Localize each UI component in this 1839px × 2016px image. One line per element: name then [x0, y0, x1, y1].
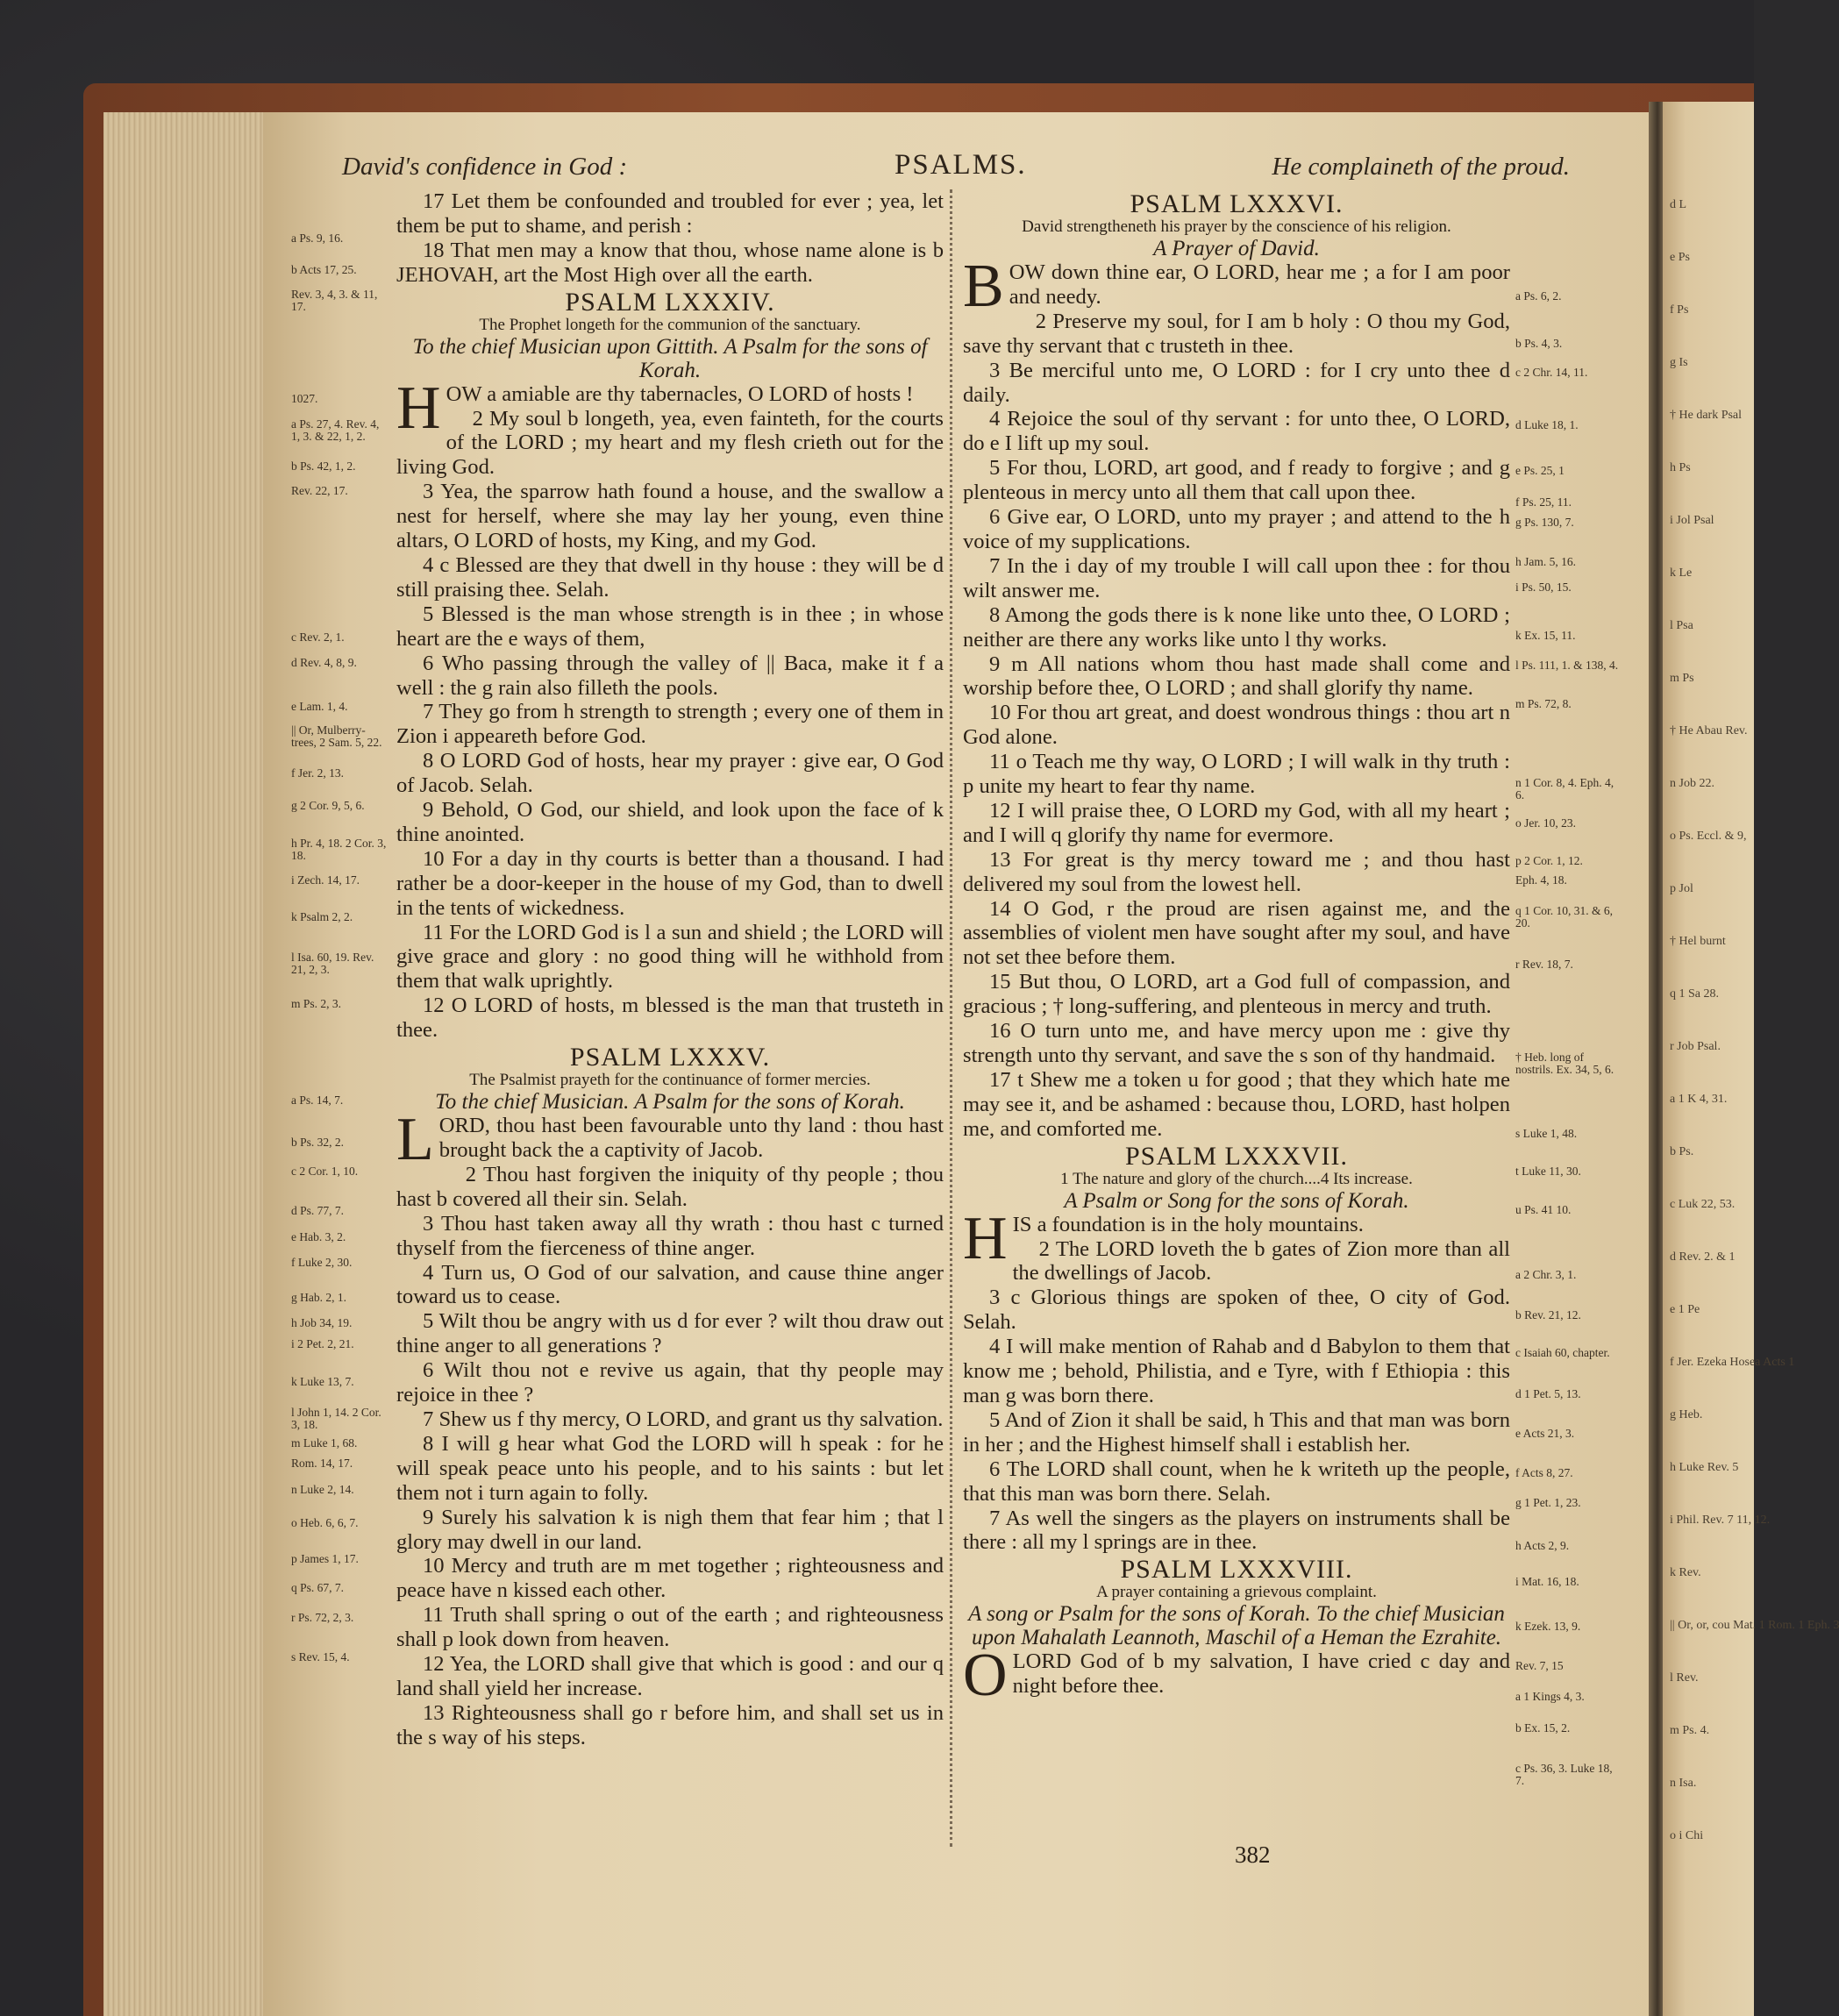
margin-reference: b Ps. 4, 3.	[1515, 337, 1563, 350]
next-page-fragment: q 1 Sa 28.	[1670, 987, 1719, 1001]
margin-reference: f Ps. 25, 11.	[1515, 495, 1572, 509]
margin-reference: c Rev. 2, 1.	[291, 630, 345, 644]
margin-reference: q 1 Cor. 10, 31. & 6, 20.	[1515, 904, 1614, 930]
next-page-fragment: f Jer. Ezeka Hosea Acts 1	[1670, 1356, 1795, 1369]
next-page-fragment: c Luk 22, 53.	[1670, 1198, 1736, 1211]
verse: 17 t Shew me a token u for good ; that they which hate me may see it, and be ashamed : because thou, LORD, hast holpen me, and comforted me.	[963, 1067, 1510, 1141]
margin-reference: b Ps. 32, 2.	[291, 1136, 345, 1149]
verse: 14 O God, r the proud are risen against me, and the assemblies of violent men have sought after my soul, and have not set thee before them.	[963, 896, 1510, 970]
verse: 6 Give ear, O LORD, unto my prayer ; and attend to the h voice of my supplications.	[963, 505, 1510, 553]
margin-reference: e Hab. 3, 2.	[291, 1230, 346, 1243]
next-page-fragment: || Or, or, cou Mat. 1 Rom. 1 Eph. 3	[1670, 1619, 1839, 1632]
verse: 17 Let them be confounded and troubled for ever ; yea, let them be put to shame, and perish :	[396, 189, 944, 238]
verse: 10 Mercy and truth are m met together ; righteousness and peace have n kissed each other.	[396, 1554, 944, 1603]
next-page-fragment: k Le	[1670, 566, 1693, 580]
psalm-superscription: A Psalm or Song for the sons of Korah.	[1064, 1188, 1409, 1213]
margin-reference: i Mat. 16, 18.	[1515, 1575, 1579, 1588]
margin-reference: g 2 Cor. 9, 5, 6.	[291, 799, 365, 812]
verse: 2 The LORD loveth the b gates of Zion more than all the dwellings of Jacob.	[1012, 1236, 1510, 1286]
psalm-summary: The Prophet longeth for the communion of the sanctuary.	[479, 315, 861, 334]
verse: 15 But thou, O LORD, art a God full of compassion, and gracious ; † long-suffering, and plenteous in mercy and truth.	[963, 970, 1510, 1019]
margin-reference: k Ezek. 13, 9.	[1515, 1620, 1581, 1633]
next-page-fragment: † Hel burnt	[1670, 935, 1726, 948]
verse: 11 For the LORD God is l a sun and shield ; the LORD will give grace and glory : no good thing will he withhold from them that walk uprightly.	[396, 920, 944, 994]
margin-reference: l Isa. 60, 19. Rev. 21, 2, 3.	[291, 951, 374, 976]
next-page-fragment: a 1 K 4, 31.	[1670, 1093, 1728, 1106]
margin-reference: f Jer. 2, 13.	[291, 766, 344, 780]
margin-reference: c 2 Cor. 1, 10.	[291, 1165, 359, 1178]
next-page-fragment: p Jol	[1670, 882, 1693, 895]
header-left: David's confidence in God :	[342, 153, 628, 181]
verse: 5 Blessed is the man whose strength is in thee ; in whose heart are the e ways of them,	[396, 602, 944, 651]
psalm-summary: 1 The nature and glory of the church....4 Its increase.	[1060, 1169, 1413, 1188]
margin-reference: Rev. 7, 15	[1515, 1659, 1564, 1672]
page-number: 382	[1235, 1841, 1271, 1868]
margin-reference: Rev. 3, 4, 3. & 11, 17.	[291, 288, 378, 313]
next-page-edge	[1663, 102, 1839, 2016]
next-page-fragment: i Phil. Rev. 7 11, 12.	[1670, 1514, 1771, 1527]
margin-reference: Eph. 4, 18.	[1515, 873, 1567, 887]
margin-reference: g Hab. 2, 1.	[291, 1291, 346, 1304]
next-page-fragment: e 1 Pe	[1670, 1303, 1700, 1316]
margin-reference: n 1 Cor. 8, 4. Eph. 4, 6.	[1515, 776, 1614, 801]
drop-cap: O	[963, 1642, 1008, 1710]
margin-reference: k Ex. 15, 11.	[1515, 629, 1576, 642]
margin-reference: c 2 Chr. 14, 11.	[1515, 366, 1588, 379]
margin-reference: o Heb. 6, 6, 7.	[291, 1516, 359, 1529]
verse-text: LORD God of b my salvation, I have cried c day and night before thee.	[1012, 1649, 1510, 1699]
next-page-fragment: h Luke Rev. 5	[1670, 1461, 1739, 1474]
margin-reference: n Luke 2, 14.	[291, 1483, 354, 1496]
psalm-superscription: To the chief Musician. A Psalm for the sons of Korah.	[435, 1090, 905, 1115]
margin-reference: m Luke 1, 68.	[291, 1436, 358, 1450]
margin-reference: 1027.	[291, 392, 318, 405]
margin-reference: k Psalm 2, 2.	[291, 910, 353, 923]
verse: 10 For a day in thy courts is better than a thousand. I had rather be a door-keeper in the house of my God, than to dwell in the tents of wickedness.	[396, 846, 944, 920]
left-text-column	[396, 189, 944, 1750]
margin-reference: a Ps. 6, 2.	[1515, 289, 1562, 303]
next-page-fragment: k Rev.	[1670, 1566, 1701, 1579]
next-page-fragment: † He dark Psal	[1670, 409, 1743, 422]
verse: 5 For thou, LORD, art good, and f ready to forgive ; and g plenteous in mercy unto all them that call upon thee.	[963, 456, 1510, 505]
psalm-superscription: A song or Psalm for the sons of Korah. To the chief Musician upon Mahalath Leannoth, Maschil of a Heman the Ezrahite.	[968, 1602, 1505, 1650]
verse: 12 I will praise thee, O LORD my God, with all my heart ; and I will q glorify thy name for evermore.	[963, 798, 1510, 847]
margin-reference: p 2 Cor. 1, 12.	[1515, 854, 1583, 867]
margin-reference: m Ps. 72, 8.	[1515, 697, 1572, 710]
margin-reference: i 2 Pet. 2, 21.	[291, 1337, 354, 1350]
margin-reference: b Rev. 21, 12.	[1515, 1308, 1581, 1321]
margin-reference: Rev. 22, 17.	[291, 484, 348, 497]
margin-reference: f Acts 8, 27.	[1515, 1466, 1573, 1479]
next-page-fragment: l Rev.	[1670, 1671, 1699, 1685]
next-page-fragment: b Ps.	[1670, 1145, 1694, 1158]
margin-reference: h Acts 2, 9.	[1515, 1539, 1570, 1552]
psalm-summary: David strengtheneth his prayer by the conscience of his religion.	[1022, 217, 1451, 236]
margin-reference: g Ps. 130, 7.	[1515, 516, 1574, 529]
verse-first	[396, 374, 944, 442]
margin-reference: i Ps. 50, 15.	[1515, 581, 1572, 594]
margin-reference: e Ps. 25, 1	[1515, 464, 1565, 477]
margin-reference: l John 1, 14. 2 Cor. 3, 18.	[291, 1406, 381, 1431]
margin-reference: u Ps. 41 10.	[1515, 1203, 1572, 1216]
margin-reference: a Ps. 27, 4. Rev. 4, 1, 3. & 22, 1, 2.	[291, 417, 380, 443]
verse: 4 Rejoice the soul of thy servant : for unto thee, O LORD, do e I lift up my soul.	[963, 407, 1510, 456]
margin-reference: d Ps. 77, 7.	[291, 1204, 345, 1217]
margin-reference: k Luke 13, 7.	[291, 1375, 354, 1388]
verse: 6 Who passing through the valley of || Baca, make it f a well : the g rain also filleth the pools.	[396, 651, 944, 700]
verse: 16 O turn unto me, and have mercy upon me : give thy strength unto thy servant, and save the s son of thy handmaid.	[963, 1019, 1510, 1067]
margin-reference: Rom. 14, 17.	[291, 1457, 353, 1470]
next-page-fragment: g Heb.	[1670, 1408, 1703, 1421]
verse-first	[963, 253, 1510, 320]
running-header	[342, 149, 1570, 188]
margin-reference: † Heb. long of nostrils. Ex. 34, 5, 6.	[1515, 1051, 1614, 1076]
verse: 7 Shew us f thy mercy, O LORD, and grant us thy salvation.	[423, 1407, 944, 1431]
margin-reference: r Rev. 18, 7.	[1515, 958, 1573, 971]
next-page-fragment: l Psa	[1670, 619, 1693, 632]
verse: 3 Thou hast taken away all thy wrath : thou hast c turned thyself from the fierceness of thine anger.	[396, 1211, 944, 1260]
next-page-fragment: † He Abau Rev.	[1670, 724, 1748, 737]
drop-cap: H	[963, 1204, 1008, 1272]
psalm-title: PSALM LXXXVII.	[1125, 1141, 1348, 1171]
drop-cap: B	[963, 253, 1004, 320]
psalm-title: PSALM LXXXV.	[569, 1043, 771, 1072]
margin-reference: a Ps. 9, 16.	[291, 232, 344, 245]
page-edges	[103, 112, 270, 2016]
margin-reference: a Ps. 14, 7.	[291, 1093, 344, 1107]
psalm-summary: The Psalmist prayeth for the continuance of former mercies.	[469, 1071, 871, 1090]
margin-reference: d 1 Pet. 5, 13.	[1515, 1387, 1581, 1400]
verse: 3 c Glorious things are spoken of thee, O city of God. Selah.	[963, 1286, 1510, 1335]
verse: 3 Be merciful unto me, O LORD : for I cry unto thee d daily.	[963, 358, 1510, 407]
verse: 8 Among the gods there is k none like unto thee, O LORD ; neither are there any works like unto l thy works.	[963, 602, 1510, 652]
margin-reference: l Ps. 111, 1. & 138, 4.	[1515, 659, 1619, 672]
psalm-superscription: To the chief Musician upon Gittith. A Psalm for the sons of Korah.	[412, 334, 928, 382]
margin-reference: h Pr. 4, 18. 2 Cor. 3, 18.	[291, 837, 387, 862]
margin-reference: b Ex. 15, 2.	[1515, 1721, 1571, 1735]
next-page-fragment: n Job 22.	[1670, 777, 1714, 790]
verse: 12 Yea, the LORD shall give that which is good : and our q land shall yield her increase.	[396, 1652, 944, 1700]
next-page-fragment: e Ps	[1670, 251, 1690, 264]
margin-reference: q Ps. 67, 7.	[291, 1581, 345, 1594]
margin-reference: h Jam. 5, 16.	[1515, 555, 1576, 568]
verse: 2 Thou hast forgiven the iniquity of thy people ; thou hast b covered all their sin. Selah.	[396, 1162, 944, 1211]
verse-text: IS a foundation is in the holy mountains.	[1012, 1212, 1364, 1236]
verse-text: ORD, thou hast been favourable unto thy land : thou hast brought back the a captivity of Jacob.	[438, 1114, 944, 1162]
verse: 7 As well the singers as the players on instruments shall be there : all my l springs are in thee.	[963, 1506, 1510, 1555]
verse: 9 Behold, O God, our shield, and look upon the face of k thine anointed.	[396, 798, 944, 846]
verse: 12 O LORD of hosts, m blessed is the man that trusteth in thee.	[396, 994, 944, 1043]
verse: 7 They go from h strength to strength ; every one of them in Zion i appeareth before God.	[396, 700, 944, 749]
header-right: He complaineth of the proud.	[1272, 153, 1570, 181]
verse: 13 For great is thy mercy toward me ; and thou hast delivered my soul from the lowest hell.	[963, 847, 1510, 896]
margin-reference: e Acts 21, 3.	[1515, 1427, 1575, 1440]
margin-reference: || Or, Mulberry-trees, 2 Sam. 5, 22.	[291, 723, 382, 749]
verse-first	[396, 1106, 944, 1174]
psalm-title: PSALM LXXXVIII.	[1120, 1555, 1353, 1585]
margin-reference: b Acts 17, 25.	[291, 263, 357, 276]
verse: 11 Truth shall spring o out of the earth ; and righteousness shall p look down from heaven.	[396, 1603, 944, 1652]
verse: 5 Wilt thou be angry with us d for ever ? wilt thou draw out thine anger to all generations ?	[396, 1309, 944, 1358]
verse: 6 Wilt thou not e revive us again, that thy people may rejoice in thee ?	[396, 1358, 944, 1407]
psalm-title: PSALM LXXXVI.	[1130, 189, 1344, 218]
next-page-fragment: n Isa.	[1670, 1777, 1697, 1790]
psalm-title: PSALM LXXXIV.	[565, 287, 775, 317]
margin-reference: a 2 Chr. 3, 1.	[1515, 1268, 1577, 1281]
margin-reference: r Ps. 72, 2, 3.	[291, 1611, 354, 1624]
verse: 18 That men may a know that thou, whose name alone is b JEHOVAH, art the Most High over all the earth.	[396, 238, 944, 287]
margin-reference: g 1 Pet. 1, 23.	[1515, 1496, 1581, 1509]
verse: 5 And of Zion it shall be said, h This and that man was born in her ; and the Highest himself shall i establish her.	[963, 1407, 1510, 1457]
verse: 10 For thou art great, and doest wondrous things : thou art n God alone.	[963, 701, 1510, 750]
verse-text: OW down thine ear, O LORD, hear me ; a for I am poor and needy.	[1009, 260, 1510, 309]
margin-reference: p James 1, 17.	[291, 1552, 359, 1565]
margin-reference: t Luke 11, 30.	[1515, 1165, 1581, 1178]
margin-reference: e Lam. 1, 4.	[291, 700, 348, 713]
verse: 4 I will make mention of Rahab and d Babylon to them that know me ; behold, Philistia, and e Tyre, with f Ethiopia : this man g was born there.	[963, 1335, 1510, 1407]
verse: 3 Yea, the sparrow hath found a house, and the swallow a nest for herself, where she may lay her young, even thine altars, O LORD of hosts, my King, and my God.	[396, 480, 944, 553]
right-text-column	[963, 189, 1510, 1710]
next-page-fragment: o i Chi	[1670, 1829, 1704, 1842]
drop-cap: L	[396, 1106, 434, 1174]
verse-text: OW a amiable are thy tabernacles, O LORD of hosts !	[445, 381, 914, 406]
psalm-summary: A prayer containing a grievous complaint.	[1096, 1583, 1377, 1602]
drop-cap: H	[396, 374, 441, 442]
verse-first	[963, 1642, 1510, 1710]
margin-reference: a 1 Kings 4, 3.	[1515, 1690, 1585, 1703]
next-page-fragment: i Jol Psal	[1670, 514, 1714, 527]
next-page-fragment: h Ps	[1670, 461, 1691, 474]
verse: 8 I will g hear what God the LORD will h speak : for he will speak peace unto his people, and to his saints : but let them not i turn again to folly.	[396, 1431, 944, 1505]
verse: 9 m All nations whom thou hast made shall come and worship before thee, O LORD ; and shall glorify thy name.	[963, 652, 1510, 701]
margin-reference: c Ps. 36, 3. Luke 18, 7.	[1515, 1762, 1613, 1787]
next-page-fragment: m Ps. 4.	[1670, 1724, 1710, 1737]
margin-reference: b Ps. 42, 1, 2.	[291, 459, 356, 473]
verse: 7 In the i day of my trouble I will call upon thee : for thou wilt answer me.	[963, 553, 1510, 602]
margin-reference: d Luke 18, 1.	[1515, 418, 1579, 431]
verse: 8 O LORD God of hosts, hear my prayer : give ear, O God of Jacob. Selah.	[396, 749, 944, 798]
next-page-fragment: d L	[1670, 198, 1687, 211]
next-page-fragment: f Ps	[1670, 303, 1689, 317]
margin-reference: f Luke 2, 30.	[291, 1256, 353, 1269]
next-page-fragment: m Ps	[1670, 672, 1694, 685]
margin-reference: i Zech. 14, 17.	[291, 873, 360, 887]
verse: 9 Surely his salvation k is nigh them that fear him ; that l glory may dwell in our land.	[396, 1505, 944, 1554]
verse: 2 Preserve my soul, for I am b holy : O thou my God, save thy servant that c trusteth in thee.	[963, 309, 1510, 358]
margin-reference: h Job 34, 19.	[291, 1316, 353, 1329]
next-page-fragment: d Rev. 2. & 1	[1670, 1250, 1736, 1264]
column-divider	[950, 189, 956, 1847]
margin-reference: m Ps. 2, 3.	[291, 997, 342, 1010]
verse: 11 o Teach me thy way, O LORD ; I will walk in thy truth : p unite my heart to fear thy name.	[963, 750, 1510, 799]
header-book-title: PSALMS.	[895, 149, 1027, 181]
verse: 2 My soul b longeth, yea, even fainteth, for the courts of the LORD ; my heart and my flesh crieth out for the living God.	[396, 406, 944, 480]
verse: 6 The LORD shall count, when he k writeth up the people, that this man was born there. Selah.	[963, 1457, 1510, 1506]
next-page-fragment: r Job Psal.	[1670, 1040, 1721, 1053]
margin-reference: c Isaiah 60, chapter.	[1515, 1346, 1610, 1359]
next-page-fragment: o Ps. Eccl. & 9,	[1670, 830, 1747, 843]
psalm-superscription: A Prayer of David.	[1153, 237, 1320, 260]
verse: 4 c Blessed are they that dwell in thy house : they will be d still praising thee. Selah.	[396, 552, 944, 602]
margin-reference: s Luke 1, 48.	[1515, 1127, 1578, 1140]
margin-reference: s Rev. 15, 4.	[291, 1650, 350, 1663]
margin-reference: o Jer. 10, 23.	[1515, 816, 1576, 830]
verse: 4 Turn us, O God of our salvation, and cause thine anger toward us to cease.	[396, 1260, 944, 1309]
verse: 13 Righteousness shall go r before him, and shall set us in the s way of his steps.	[396, 1700, 944, 1749]
margin-reference: d Rev. 4, 8, 9.	[291, 656, 357, 669]
next-page-fragment: g Is	[1670, 356, 1688, 369]
